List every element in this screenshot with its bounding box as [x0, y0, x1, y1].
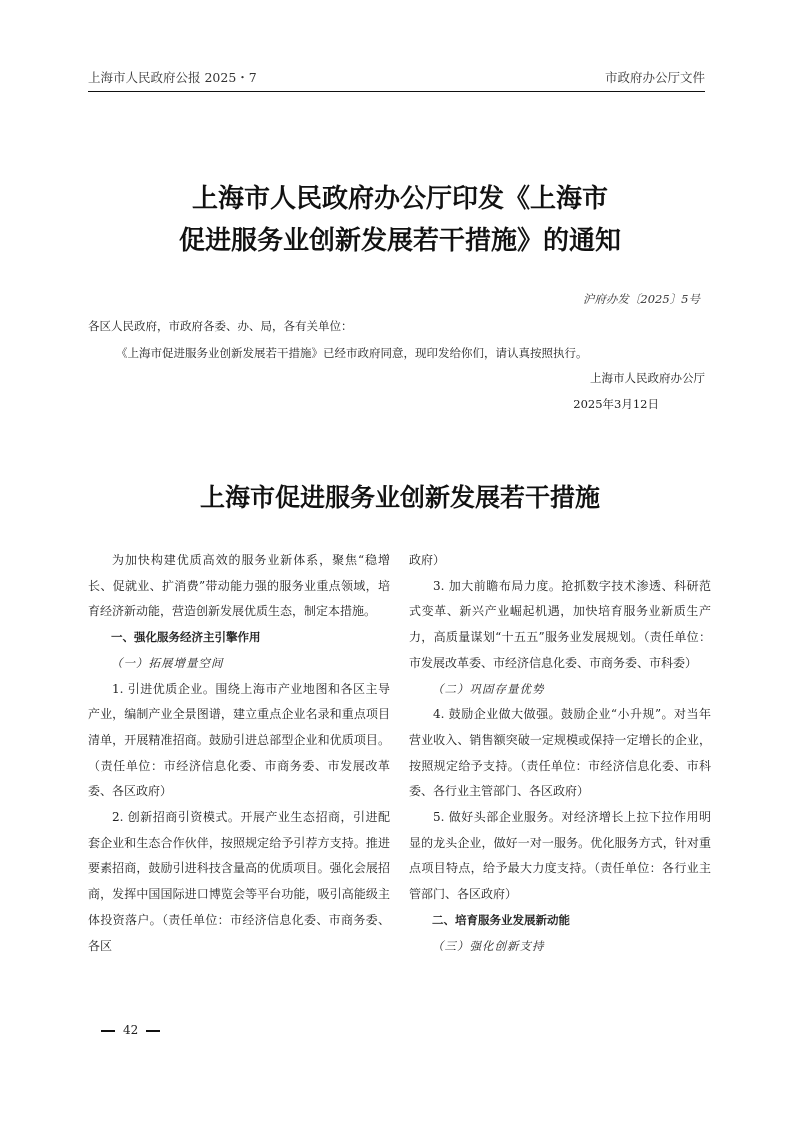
measure-item-1: 1. 引进优质企业。围绕上海市产业地图和各区主导产业，编制产业全景图谱，建立重点企业名录和重点项目清单，开展精准招商。鼓励引进总部型企业和优质项目。（责任单位：市经济信息化委、市商务委、市发展改革委、各区政府） [88, 681, 390, 799]
notice-title [90, 178, 710, 262]
page-header [88, 66, 705, 90]
publication-name: 上海市人民政府公报 2025・7 [88, 70, 257, 85]
page-dash-left [101, 1030, 115, 1032]
notice-title-line-2: 促进服务业创新发展若干措施》的通知 [178, 226, 621, 256]
page-number-text: 42 [123, 1023, 139, 1037]
intro-paragraph: 为加快构建优质高效的服务业新体系，聚焦“稳增长、促就业、扩消费”带动能力强的服务业重点领域，培育经济新动能，营造创新发展优质生态，制定本措施。 [88, 553, 390, 619]
measure-item-3: 3. 加大前瞻布局力度。抢抓数字技术渗透、科研范式变革、新兴产业崛起机遇，加快培育服务业新质生产力，高质量谋划“十五五”服务业发展规划。（责任单位：市发展改革委、市经济信息化委、市商务委、市科委） [409, 578, 711, 670]
issuing-office: 上海市人民政府办公厅 [590, 371, 705, 385]
measure-item-4: 4. 鼓励企业做大做强。鼓励企业“小升规”。对当年营业收入、销售额突破一定规模或保持一定增长的企业，按照规定给予支持。（责任单位：市经济信息化委、市科委、各行业主管部门、各区政府） [409, 707, 711, 799]
page-dash-right [146, 1030, 160, 1032]
measure-item-5: 5. 做好头部企业服务。对经济增长上拉下拉作用明显的龙头企业，做好一对一服务。优化服务方式，针对重点项目特点，给予最大力度支持。（责任单位：各行业主管部门、各区政府） [409, 810, 711, 902]
page-number [93, 1023, 168, 1037]
section-heading-1: 一、强化服务经济主引擎作用 [111, 630, 261, 645]
document-number: 沪府办发〔2025〕5号 [582, 292, 700, 306]
measure-item-2: 2. 创新招商引资模式。开展产业生态招商，引进配套企业和生态合作伙伴，按照规定给予引荐方支持。推进要素招商，鼓励引进科技含量高的优质项目。强化会展招商，发挥中国国际进口博览会等平台功能，吸引高能级主体投资落户。（责任单位：市经济信息化委、市商务委、各区 [88, 810, 390, 953]
right-column [409, 548, 711, 959]
measures-title: 上海市促进服务业创新发展若干措施 [199, 483, 600, 512]
notice-title-line-1: 上海市人民政府办公厅印发《上海市 [191, 184, 608, 214]
subsection-heading-3: （三）强化创新支持 [432, 938, 545, 953]
subsection-heading-2: （二）巩固存量优势 [432, 681, 545, 696]
section-heading-2: 二、培育服务业发展新动能 [432, 912, 570, 927]
left-column [88, 548, 390, 959]
measure-item-2-continued: 政府） [409, 553, 446, 567]
header-divider [88, 91, 705, 92]
salutation: 各区人民政府，市政府各委、办、局，各有关单位： [88, 319, 353, 333]
issue-date: 2025年3月12日 [573, 397, 659, 411]
document-category: 市政府办公厅文件 [604, 70, 705, 85]
subsection-heading-1: （一）拓展增量空间 [111, 655, 224, 670]
notice-body: 《上海市促进服务业创新发展若干措施》已经市政府同意，现印发给你们，请认真按照执行。 [116, 346, 588, 360]
